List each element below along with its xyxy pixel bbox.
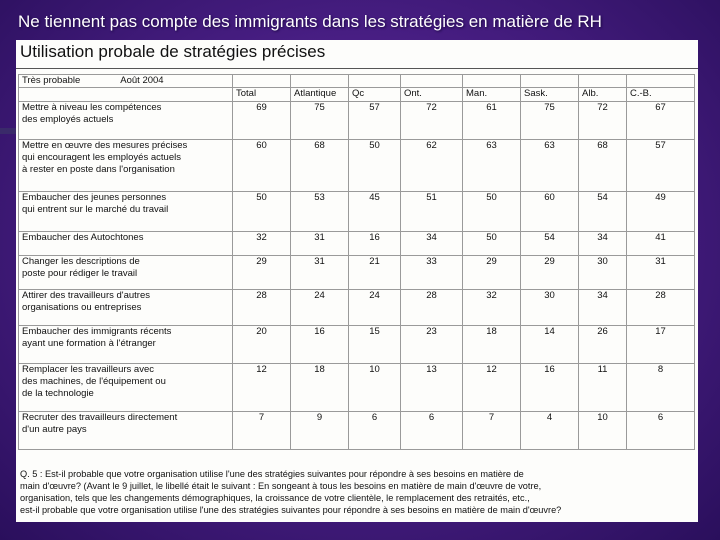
row-label [19, 232, 233, 256]
cell-value: 32 [233, 232, 291, 256]
cell-value: 34 [579, 290, 627, 326]
row-label-line: Recruter des travailleurs directement [22, 412, 178, 423]
cell-value: 12 [463, 364, 521, 412]
question-line: Q. 5 : Est-il probable que votre organisation utilise l'une des stratégies suivantes pour répondre à ses besoins en matière de [20, 469, 524, 479]
cell-value: 63 [521, 140, 579, 192]
row-label-line: ayant une formation à l'étranger [22, 338, 156, 349]
cell-value: 28 [627, 290, 695, 326]
cell-value: 57 [349, 102, 401, 140]
table-row [19, 412, 695, 450]
row-label-line: des employés actuels [22, 114, 114, 125]
cell-value: 68 [579, 140, 627, 192]
col-header-cb: C.-B. [627, 88, 695, 102]
cell-value: 17 [627, 326, 695, 364]
col-header-man: Man. [463, 88, 521, 102]
cell-value: 10 [349, 364, 401, 412]
cell-value: 16 [291, 326, 349, 364]
cell-value: 60 [233, 140, 291, 192]
table-row [19, 290, 695, 326]
row-label [19, 326, 233, 364]
cell-value: 18 [463, 326, 521, 364]
col-header-qc: Qc [349, 88, 401, 102]
cell-value: 41 [627, 232, 695, 256]
cell-value: 34 [579, 232, 627, 256]
row-label-line: Mettre à niveau les compétences [22, 102, 162, 113]
row-label [19, 290, 233, 326]
col-header-ont: Ont. [401, 88, 463, 102]
strategy-table [18, 74, 695, 450]
cell-value: 62 [401, 140, 463, 192]
cell-value: 6 [627, 412, 695, 450]
question-line: organisation, tels que les changements démographiques, la croissance de votre clientèle, le remplacement des retraités, etc., [20, 493, 530, 503]
cell-value: 72 [579, 102, 627, 140]
cell-value: 31 [291, 232, 349, 256]
row-label-line: qui entrent sur le marché du travail [22, 204, 169, 215]
cell-value: 54 [579, 192, 627, 232]
cell-value: 50 [233, 192, 291, 232]
cell-value: 72 [401, 102, 463, 140]
cell-value: 8 [627, 364, 695, 412]
cell-value: 7 [463, 412, 521, 450]
row-label-line: de la technologie [22, 388, 94, 399]
question-line: est-il probable que votre organisation utilise l'une des stratégies suivantes pour répondre à ses besoins en matière de main d'œuvre? [20, 505, 562, 515]
cell-value: 6 [349, 412, 401, 450]
cell-value: 13 [401, 364, 463, 412]
slide-title: Ne tiennent pas compte des immigrants dans les stratégies en matière de RH [18, 12, 602, 31]
cell-value: 14 [521, 326, 579, 364]
table-row [19, 232, 695, 256]
row-label-line: Embaucher des immigrants récents [22, 326, 172, 337]
cell-value: 7 [233, 412, 291, 450]
cell-value: 16 [349, 232, 401, 256]
cell-value: 23 [401, 326, 463, 364]
cell-value: 26 [579, 326, 627, 364]
cell-value: 54 [521, 232, 579, 256]
question-note [20, 468, 696, 516]
probability-label: Très probable Août 2004 [19, 75, 233, 88]
cell-value: 75 [521, 102, 579, 140]
row-label-line: Attirer des travailleurs d'autres [22, 290, 151, 301]
cell-value: 50 [349, 140, 401, 192]
cell-value: 10 [579, 412, 627, 450]
cell-value: 50 [463, 192, 521, 232]
row-label [19, 192, 233, 232]
cell-value: 30 [579, 256, 627, 290]
row-label-line: poste pour rédiger le travail [22, 268, 138, 279]
row-label-line: d'un autre pays [22, 424, 87, 435]
row-label [19, 412, 233, 450]
row-label-line: qui encouragent les employés actuels [22, 152, 181, 163]
cell-value: 4 [521, 412, 579, 450]
cell-value: 21 [349, 256, 401, 290]
cell-value: 9 [291, 412, 349, 450]
cell-value: 24 [291, 290, 349, 326]
cell-value: 31 [291, 256, 349, 290]
cell-value: 29 [463, 256, 521, 290]
row-label-line: des machines, de l'équipement ou [22, 376, 166, 387]
cell-value: 18 [291, 364, 349, 412]
col-header-total: Total [233, 88, 291, 102]
cell-value: 30 [521, 290, 579, 326]
cell-value: 24 [349, 290, 401, 326]
cell-value: 32 [463, 290, 521, 326]
cell-value: 29 [233, 256, 291, 290]
col-header-sask: Sask. [521, 88, 579, 102]
row-label [19, 140, 233, 192]
row-label-line: organisations ou entreprises [22, 302, 142, 313]
cell-value: 28 [401, 290, 463, 326]
cell-value: 11 [579, 364, 627, 412]
cell-value: 28 [233, 290, 291, 326]
header-blank [19, 88, 233, 102]
table-title: Utilisation probale de stratégies précises [20, 42, 326, 61]
table-row [19, 364, 695, 412]
row-label [19, 256, 233, 290]
row-label-line: Embaucher des Autochtones [22, 232, 144, 243]
cell-value: 69 [233, 102, 291, 140]
row-label-line: Remplacer les travailleurs avec [22, 364, 154, 375]
cell-value: 31 [627, 256, 695, 290]
table-row [19, 256, 695, 290]
col-header-alb: Alb. [579, 88, 627, 102]
cell-value: 12 [233, 364, 291, 412]
cell-value: 51 [401, 192, 463, 232]
cell-value: 20 [233, 326, 291, 364]
cell-value: 67 [627, 102, 695, 140]
cell-value: 45 [349, 192, 401, 232]
table-row [19, 102, 695, 140]
row-label-line: Mettre en œuvre des mesures précises [22, 140, 188, 151]
table-row [19, 140, 695, 192]
cell-value: 75 [291, 102, 349, 140]
question-line: main d'œuvre? (Avant le 9 juillet, le libellé était le suivant : En songeant à tous les besoins en matière de main d'œuvre de votre, [20, 481, 542, 491]
side-decoration [0, 128, 16, 134]
cell-value: 16 [521, 364, 579, 412]
cell-value: 33 [401, 256, 463, 290]
cell-value: 53 [291, 192, 349, 232]
cell-value: 68 [291, 140, 349, 192]
table-row [19, 326, 695, 364]
cell-value: 49 [627, 192, 695, 232]
cell-value: 61 [463, 102, 521, 140]
cell-value: 60 [521, 192, 579, 232]
cell-value: 50 [463, 232, 521, 256]
row-label [19, 364, 233, 412]
col-header-atlantique: Atlantique [291, 88, 349, 102]
row-label-line: à rester en poste dans l'organisation [22, 164, 175, 175]
cell-value: 63 [463, 140, 521, 192]
title-divider [16, 68, 698, 69]
cell-value: 29 [521, 256, 579, 290]
cell-value: 34 [401, 232, 463, 256]
cell-value: 6 [401, 412, 463, 450]
date-label: Août 2004 [120, 75, 164, 86]
row-label-line: Embaucher des jeunes personnes [22, 192, 167, 203]
cell-value: 57 [627, 140, 695, 192]
cell-value: 15 [349, 326, 401, 364]
row-label [19, 102, 233, 140]
row-label-line: Changer les descriptions de [22, 256, 140, 267]
table-row [19, 192, 695, 232]
data-sheet [16, 40, 698, 522]
